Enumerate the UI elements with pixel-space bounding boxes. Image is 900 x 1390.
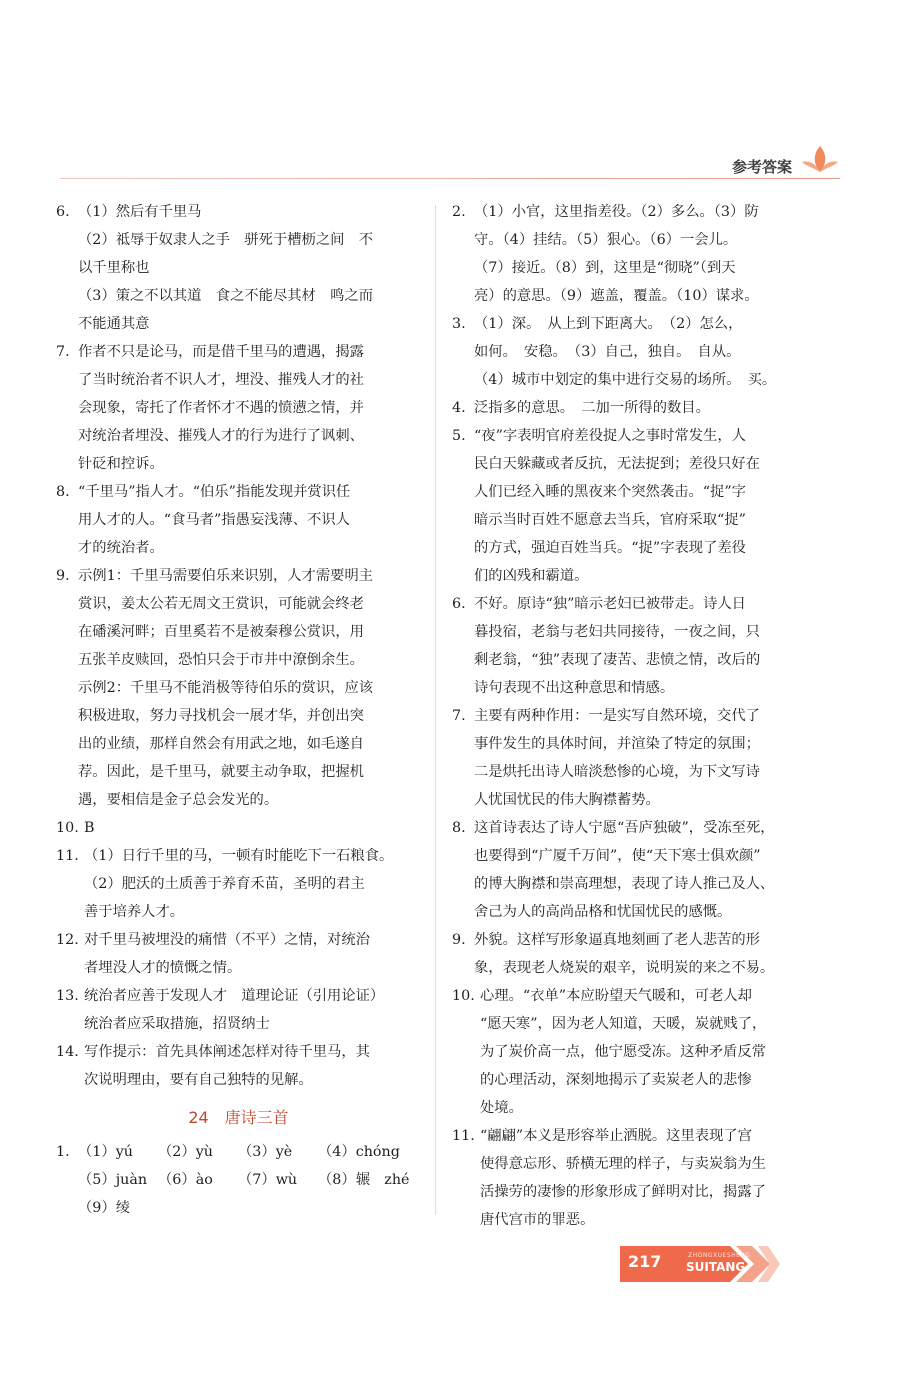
answer-line: 会现象，寄托了作者怀才不遇的愤懑之情，并: [78, 400, 364, 416]
answer-item: [56, 1138, 421, 1222]
answer-line: 统治者应采取措施，招贤纳士: [84, 1016, 270, 1032]
answer-line: 暗示当时百姓不愿意去当兵，官府采取“捉”: [474, 512, 746, 528]
answer-line: 不能通其意: [78, 316, 150, 332]
item-number: 6.: [56, 204, 70, 220]
badge-brand: SUITANG: [686, 1260, 746, 1274]
page-number-badge: [620, 1238, 780, 1290]
answer-line: 诗句表现不出这种意思和情感。: [474, 680, 675, 696]
answer-line: （1）小官，这里指差役。（2）多么。（3）防: [474, 204, 759, 220]
answer-item: [452, 1122, 822, 1234]
answer-item: [56, 842, 421, 926]
answer-line: 出的业绩，那样自然会有用武之地，如毛遂自: [78, 736, 364, 752]
answer-line: 作者不只是论马，而是借千里马的遭遇，揭露: [78, 344, 364, 360]
answer-line: 这首诗表达了诗人宁愿“吾庐独破”，受冻至死，: [474, 820, 775, 836]
answer-line: 积极进取，努力寻找机会一展才华，并创出突: [78, 708, 364, 724]
pinyin-entry: （7）wù: [238, 1172, 298, 1188]
badge-subtext: ZHONGXUESHENG: [688, 1252, 751, 1259]
leaf-icon: [800, 140, 840, 180]
answer-line: 的方式，强迫百姓当兵。“捉”字表现了差役: [474, 540, 746, 556]
answer-line: 的心理活动，深刻地揭示了卖炭老人的悲惨: [480, 1072, 752, 1088]
answer-line: 不好。原诗“独”暗示老妇已被带走。诗人日: [474, 596, 746, 612]
answer-line: “翩翩”本义是形容举止洒脱。这里表现了宫: [480, 1128, 752, 1144]
item-number: 13.: [56, 988, 79, 1004]
item-number: 10.: [56, 820, 79, 836]
pinyin-list: [78, 1138, 421, 1222]
answer-line: 暮投宿，老翁与老妇共同接待，一夜之间，只: [474, 624, 760, 640]
answer-item: [56, 562, 421, 814]
answer-item: [452, 926, 822, 982]
answer-item: [56, 198, 421, 338]
answer-line: 守。（4）挂结。（5）狠心。（6）一会儿。: [474, 232, 738, 248]
column-divider: [435, 205, 436, 1215]
answer-item: [452, 590, 822, 702]
answer-line: 了当时统治者不识人才，埋没、摧残人才的社: [78, 372, 364, 388]
item-number: 3.: [452, 316, 466, 332]
answer-line: （4）城市中划定的集中进行交易的场所。 买。: [474, 372, 777, 388]
item-number: 7.: [56, 344, 70, 360]
answer-item: [56, 338, 421, 478]
answer-line: （3）策之不以其道 食之不能尽其材 鸣之而: [78, 288, 374, 304]
answer-line: 次说明理由，要有自己独特的见解。: [84, 1072, 313, 1088]
answer-line: 示例1：千里马需要伯乐来识别，人才需要明主: [78, 568, 374, 584]
answer-line: 事件发生的具体时间，并渲染了特定的氛围；: [474, 736, 760, 752]
answer-line: 写作提示：首先具体阐述怎样对待千里马，其: [84, 1044, 370, 1060]
answer-line: （2）祗辱于奴隶人之手 骈死于槽枥之间 不: [78, 232, 374, 248]
answer-line: 外貌。这样写形象逼真地刻画了老人悲苦的形: [474, 932, 760, 948]
item-number: 5.: [452, 428, 466, 444]
item-number: 6.: [452, 596, 466, 612]
answer-line: 荐。因此，是千里马，就要主动争取，把握机: [78, 764, 364, 780]
page-number: 217: [628, 1252, 662, 1271]
answer-line: 民白天躲藏或者反抗，无法捉到；差役只好在: [474, 456, 760, 472]
item-number: 12.: [56, 932, 79, 948]
answer-line: 舍己为人的高尚品格和忧国忧民的感慨。: [474, 904, 732, 920]
answer-line: 示例2：千里马不能消极等待伯乐的赏识，应该: [78, 680, 374, 696]
section-title: 24 唐诗三首: [188, 1108, 289, 1127]
answer-line: 对统治者埋没、摧残人才的行为进行了讽刺、: [78, 428, 364, 444]
item-number: 7.: [452, 708, 466, 724]
answer-line: 针砭和控诉。: [78, 456, 164, 472]
answer-line: 人忧国忧民的伟大胸襟蓄势。: [474, 792, 660, 808]
item-number: 11.: [452, 1128, 475, 1144]
answer-line: 在磻溪河畔；百里奚若不是被秦穆公赏识，用: [78, 624, 364, 640]
answer-line: 处境。: [480, 1100, 523, 1116]
answer-line: 剩老翁，“独”表现了凄苦、悲愤之情，改后的: [474, 652, 761, 668]
item-number: 1.: [56, 1144, 70, 1160]
answer-line: 以千里称也: [78, 260, 150, 276]
header-title: 参考答案: [731, 158, 792, 176]
answer-line: B: [84, 820, 95, 836]
item-number: 8.: [452, 820, 466, 836]
answer-line: （1）日行千里的马，一顿有时能吃下一石粮食。: [84, 848, 394, 864]
answer-line: （1）然后有千里马: [78, 204, 202, 220]
page-header: [60, 150, 840, 182]
answer-line: 统治者应善于发现人才 道理论证（引用论证）: [84, 988, 385, 1004]
header-rule: [60, 178, 840, 179]
answer-item: [452, 422, 822, 590]
pinyin-entry: （6）ào: [158, 1172, 213, 1188]
answer-line: 亮）的意思。（9）遮盖，覆盖。（10）谋求。: [474, 288, 759, 304]
answer-line: 使得意忘形、骄横无理的样子，与卖炭翁为生: [480, 1156, 766, 1172]
answer-item: [452, 310, 822, 394]
answer-item: [452, 198, 822, 310]
answer-line: 用人才的人。“食马者”指愚妄浅薄、不识人: [78, 512, 350, 528]
pinyin-entry: （2）yù: [158, 1144, 213, 1160]
item-number: 9.: [452, 932, 466, 948]
answer-line: 心理。“衣单”本应盼望天气暖和，可老人却: [480, 988, 752, 1004]
answer-item: [56, 926, 421, 982]
pinyin-entry: （8）辗 zhé: [318, 1172, 410, 1188]
item-number: 2.: [452, 204, 466, 220]
answer-item: [56, 814, 421, 842]
item-number: 4.: [452, 400, 466, 416]
answer-line: 活操劳的凄惨的形象形成了鲜明对比，揭露了: [480, 1184, 766, 1200]
answer-item: [452, 702, 822, 814]
pinyin-entry: （1）yú: [78, 1144, 133, 1160]
answer-item: [56, 478, 421, 562]
item-number: 9.: [56, 568, 70, 584]
left-column: [56, 198, 421, 1222]
answer-line: 对千里马被埋没的痛惜（不平）之情，对统治: [84, 932, 370, 948]
answer-line: （2）肥沃的土质善于养育禾苗，圣明的君主: [84, 876, 365, 892]
answer-line: 的博大胸襟和崇高理想，表现了诗人推己及人、: [474, 876, 775, 892]
pinyin-entry: （5）juàn: [78, 1172, 148, 1188]
answer-line: 善于培养人才。: [84, 904, 185, 920]
answer-line: 五张羊皮赎回，恐怕只会于市井中潦倒余生。: [78, 652, 364, 668]
right-column: [452, 198, 822, 1234]
answer-line: 赏识，姜太公若无周文王赏识，可能就会终老: [78, 596, 364, 612]
answer-line: 泛指多的意思。 二加一所得的数目。: [474, 400, 710, 416]
answer-line: （1）深。 从上到下距离大。 （2）怎么，: [474, 316, 743, 332]
item-number: 10.: [452, 988, 475, 1004]
answer-line: 如何。 安稳。 （3）自己，独自。 自从。: [474, 344, 741, 360]
pinyin-entry: （4）chóng: [318, 1144, 400, 1160]
answer-item: [56, 982, 421, 1038]
answer-line: 们的凶残和霸道。: [474, 568, 589, 584]
answer-line: 才的统治者。: [78, 540, 164, 556]
answer-item: [452, 394, 822, 422]
answer-item: [452, 982, 822, 1122]
answer-line: 者埋没人才的愤慨之情。: [84, 960, 242, 976]
answer-line: （7）接近。（8）到，这里是“彻晓”（到天: [474, 260, 736, 276]
answer-line: 也要得到“广厦千万间”，使“天下寒士俱欢颜”: [474, 848, 761, 864]
answer-line: 主要有两种作用：一是实写自然环境，交代了: [474, 708, 760, 724]
answer-line: 唐代宫市的罪恶。: [480, 1212, 595, 1228]
item-number: 14.: [56, 1044, 79, 1060]
answer-line: “愿天寒”，因为老人知道，天暖，炭就贱了，: [480, 1016, 767, 1032]
answer-line: 人们已经入睡的黑夜来个突然袭击。“捉”字: [474, 484, 746, 500]
answer-item: [56, 1038, 421, 1094]
item-number: 8.: [56, 484, 70, 500]
pinyin-entry: （3）yè: [238, 1144, 293, 1160]
answer-line: “千里马”指人才。“伯乐”指能发现并赏识任: [78, 484, 351, 500]
pinyin-entry: （9）绫: [78, 1200, 130, 1216]
answer-line: 遇，要相信是金子总会发光的。: [78, 792, 279, 808]
answer-line: “夜”字表明官府差役捉人之事时常发生，人: [474, 428, 746, 444]
answer-line: 象，表现老人烧炭的艰辛，说明炭的来之不易。: [474, 960, 775, 976]
answer-line: 为了炭价高一点，他宁愿受冻。这种矛盾反常: [480, 1044, 766, 1060]
answer-line: 二是烘托出诗人暗淡愁惨的心境，为下文写诗: [474, 764, 760, 780]
answer-item: [452, 814, 822, 926]
item-number: 11.: [56, 848, 79, 864]
